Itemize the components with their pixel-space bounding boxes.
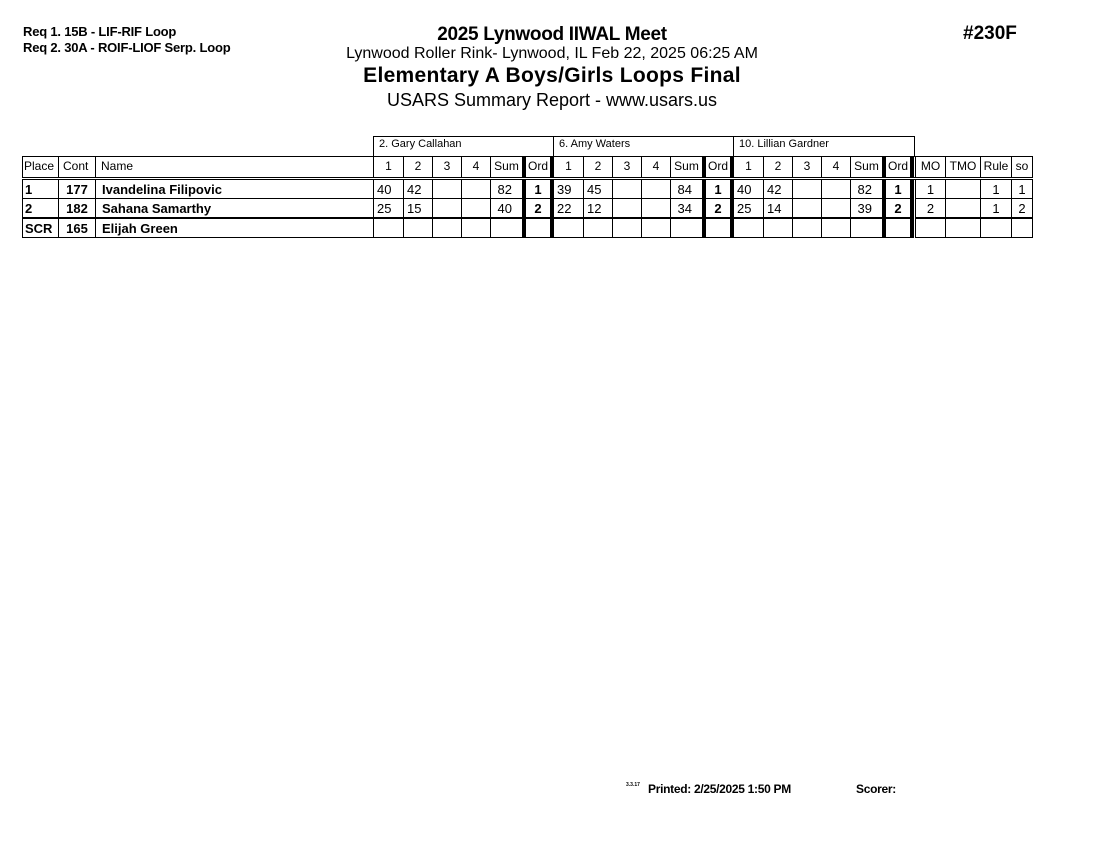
cont-cell: 177 — [58, 179, 96, 199]
score-judge2-ord — [702, 218, 734, 238]
score-judge2-s1: 39 — [553, 179, 584, 199]
col-header-rule: Rule — [980, 156, 1012, 178]
col-header-so: so — [1011, 156, 1033, 178]
score-judge1-s3 — [432, 198, 462, 218]
score-judge2-s1: 22 — [553, 198, 584, 218]
mo-cell: 2 — [915, 198, 946, 218]
col-header-judge2-s1: 1 — [553, 156, 584, 178]
col-header-judge2-s3: 3 — [612, 156, 642, 178]
skater-name-cell: Sahana Samarthy — [95, 198, 374, 218]
col-header-judge3-s1: 1 — [733, 156, 764, 178]
so-cell — [1011, 218, 1033, 238]
score-judge3-s1: 40 — [733, 179, 764, 199]
score-judge1-sum — [490, 218, 523, 238]
tmo-cell — [945, 218, 981, 238]
requirement-2: Req 2. 30A - ROIF-LIOF Serp. Loop — [23, 40, 231, 55]
score-judge2-s4 — [641, 218, 671, 238]
so-cell: 1 — [1011, 179, 1033, 199]
score-judge1-s1 — [373, 218, 404, 238]
scorer-label: Scorer: — [856, 782, 896, 796]
skater-name-cell: Elijah Green — [95, 218, 374, 238]
mo-cell — [915, 218, 946, 238]
score-judge3-s2: 14 — [763, 198, 793, 218]
cont-cell: 165 — [58, 218, 96, 238]
col-header-judge3-s4: 4 — [821, 156, 851, 178]
col-header-judge3-sum: Sum — [850, 156, 883, 178]
col-header-judge3-s2: 2 — [763, 156, 793, 178]
col-header-judge1-s2: 2 — [403, 156, 433, 178]
col-header-judge2-ord: Ord — [702, 156, 734, 178]
score-judge1-ord: 2 — [522, 198, 554, 218]
score-judge3-sum — [850, 218, 883, 238]
score-judge2-s2 — [583, 218, 613, 238]
score-judge2-s3 — [612, 179, 642, 199]
score-judge2-s4 — [641, 179, 671, 199]
score-judge3-ord — [882, 218, 914, 238]
score-judge1-ord: 1 — [522, 179, 554, 199]
score-judge3-s3 — [792, 179, 822, 199]
mo-cell: 1 — [915, 179, 946, 199]
col-header-judge3-s3: 3 — [792, 156, 822, 178]
rule-cell: 1 — [980, 179, 1012, 199]
score-judge1-s4 — [461, 198, 491, 218]
tmo-cell — [945, 179, 981, 199]
score-judge2-sum: 34 — [670, 198, 703, 218]
score-judge1-sum: 82 — [490, 179, 523, 199]
place-cell: 1 — [22, 179, 59, 199]
score-judge3-s1: 25 — [733, 198, 764, 218]
col-header-cont: Cont — [58, 156, 96, 178]
score-judge3-ord: 2 — [882, 198, 914, 218]
score-judge1-s1: 40 — [373, 179, 404, 199]
tmo-cell — [945, 198, 981, 218]
col-header-judge1-sum: Sum — [490, 156, 523, 178]
event-number: #230F — [963, 23, 1017, 44]
col-header-judge1-ord: Ord — [522, 156, 554, 178]
col-header-judge1-s1: 1 — [373, 156, 404, 178]
score-judge3-s3 — [792, 198, 822, 218]
col-header-mo: MO — [915, 156, 946, 178]
software-version: 3.3.17 — [626, 782, 640, 788]
score-judge1-s2: 15 — [403, 198, 433, 218]
score-judge2-s2: 12 — [583, 198, 613, 218]
score-judge3-s2 — [763, 218, 793, 238]
score-judge1-s2 — [403, 218, 433, 238]
score-judge3-s4 — [821, 218, 851, 238]
meet-title: 2025 Lynwood IIWAL Meet — [437, 24, 667, 45]
report-title: USARS Summary Report - www.usars.us — [386, 90, 718, 110]
score-judge2-sum — [670, 218, 703, 238]
score-judge3-sum: 82 — [850, 179, 883, 199]
so-cell: 2 — [1011, 198, 1033, 218]
score-judge1-s1: 25 — [373, 198, 404, 218]
score-judge2-ord: 2 — [702, 198, 734, 218]
score-judge1-s4 — [461, 179, 491, 199]
score-judge3-s4 — [821, 179, 851, 199]
score-judge2-s3 — [612, 198, 642, 218]
col-header-judge2-s2: 2 — [583, 156, 613, 178]
col-header-tmo: TMO — [945, 156, 981, 178]
score-judge3-s1 — [733, 218, 764, 238]
printed-timestamp: Printed: 2/25/2025 1:50 PM — [648, 782, 791, 796]
event-title: Elementary A Boys/Girls Loops Final — [363, 64, 741, 87]
score-judge2-s2: 45 — [583, 179, 613, 199]
rule-cell: 1 — [980, 198, 1012, 218]
col-header-place: Place — [22, 156, 59, 178]
score-judge2-s4 — [641, 198, 671, 218]
col-header-judge3-ord: Ord — [882, 156, 914, 178]
score-judge2-s3 — [612, 218, 642, 238]
score-judge1-s4 — [461, 218, 491, 238]
score-judge3-sum: 39 — [850, 198, 883, 218]
score-judge2-s1 — [553, 218, 584, 238]
score-judge1-s2: 42 — [403, 179, 433, 199]
place-cell: 2 — [22, 198, 59, 218]
col-header-judge2-sum: Sum — [670, 156, 703, 178]
col-header-name: Name — [95, 156, 374, 178]
judge-header-3: 10. Lillian Gardner — [733, 136, 915, 157]
score-judge1-sum: 40 — [490, 198, 523, 218]
col-header-judge1-s4: 4 — [461, 156, 491, 178]
score-judge1-s3 — [432, 179, 462, 199]
score-judge1-ord — [522, 218, 554, 238]
place-cell: SCR — [22, 218, 59, 238]
judge-header-1: 2. Gary Callahan — [373, 136, 554, 157]
score-judge3-ord: 1 — [882, 179, 914, 199]
judge-header-2: 6. Amy Waters — [553, 136, 734, 157]
requirement-1: Req 1. 15B - LIF-RIF Loop — [23, 24, 177, 39]
col-header-judge2-s4: 4 — [641, 156, 671, 178]
score-judge3-s2: 42 — [763, 179, 793, 199]
score-judge1-s3 — [432, 218, 462, 238]
score-judge2-ord: 1 — [702, 179, 734, 199]
cont-cell: 182 — [58, 198, 96, 218]
skater-name-cell: Ivandelina Filipovic — [95, 179, 374, 199]
score-judge3-s3 — [792, 218, 822, 238]
rule-cell — [980, 218, 1012, 238]
col-header-judge1-s3: 3 — [432, 156, 462, 178]
score-judge2-sum: 84 — [670, 179, 703, 199]
score-judge3-s4 — [821, 198, 851, 218]
venue-line: Lynwood Roller Rink- Lynwood, IL Feb 22, 2025 06:25 AM — [346, 45, 758, 62]
